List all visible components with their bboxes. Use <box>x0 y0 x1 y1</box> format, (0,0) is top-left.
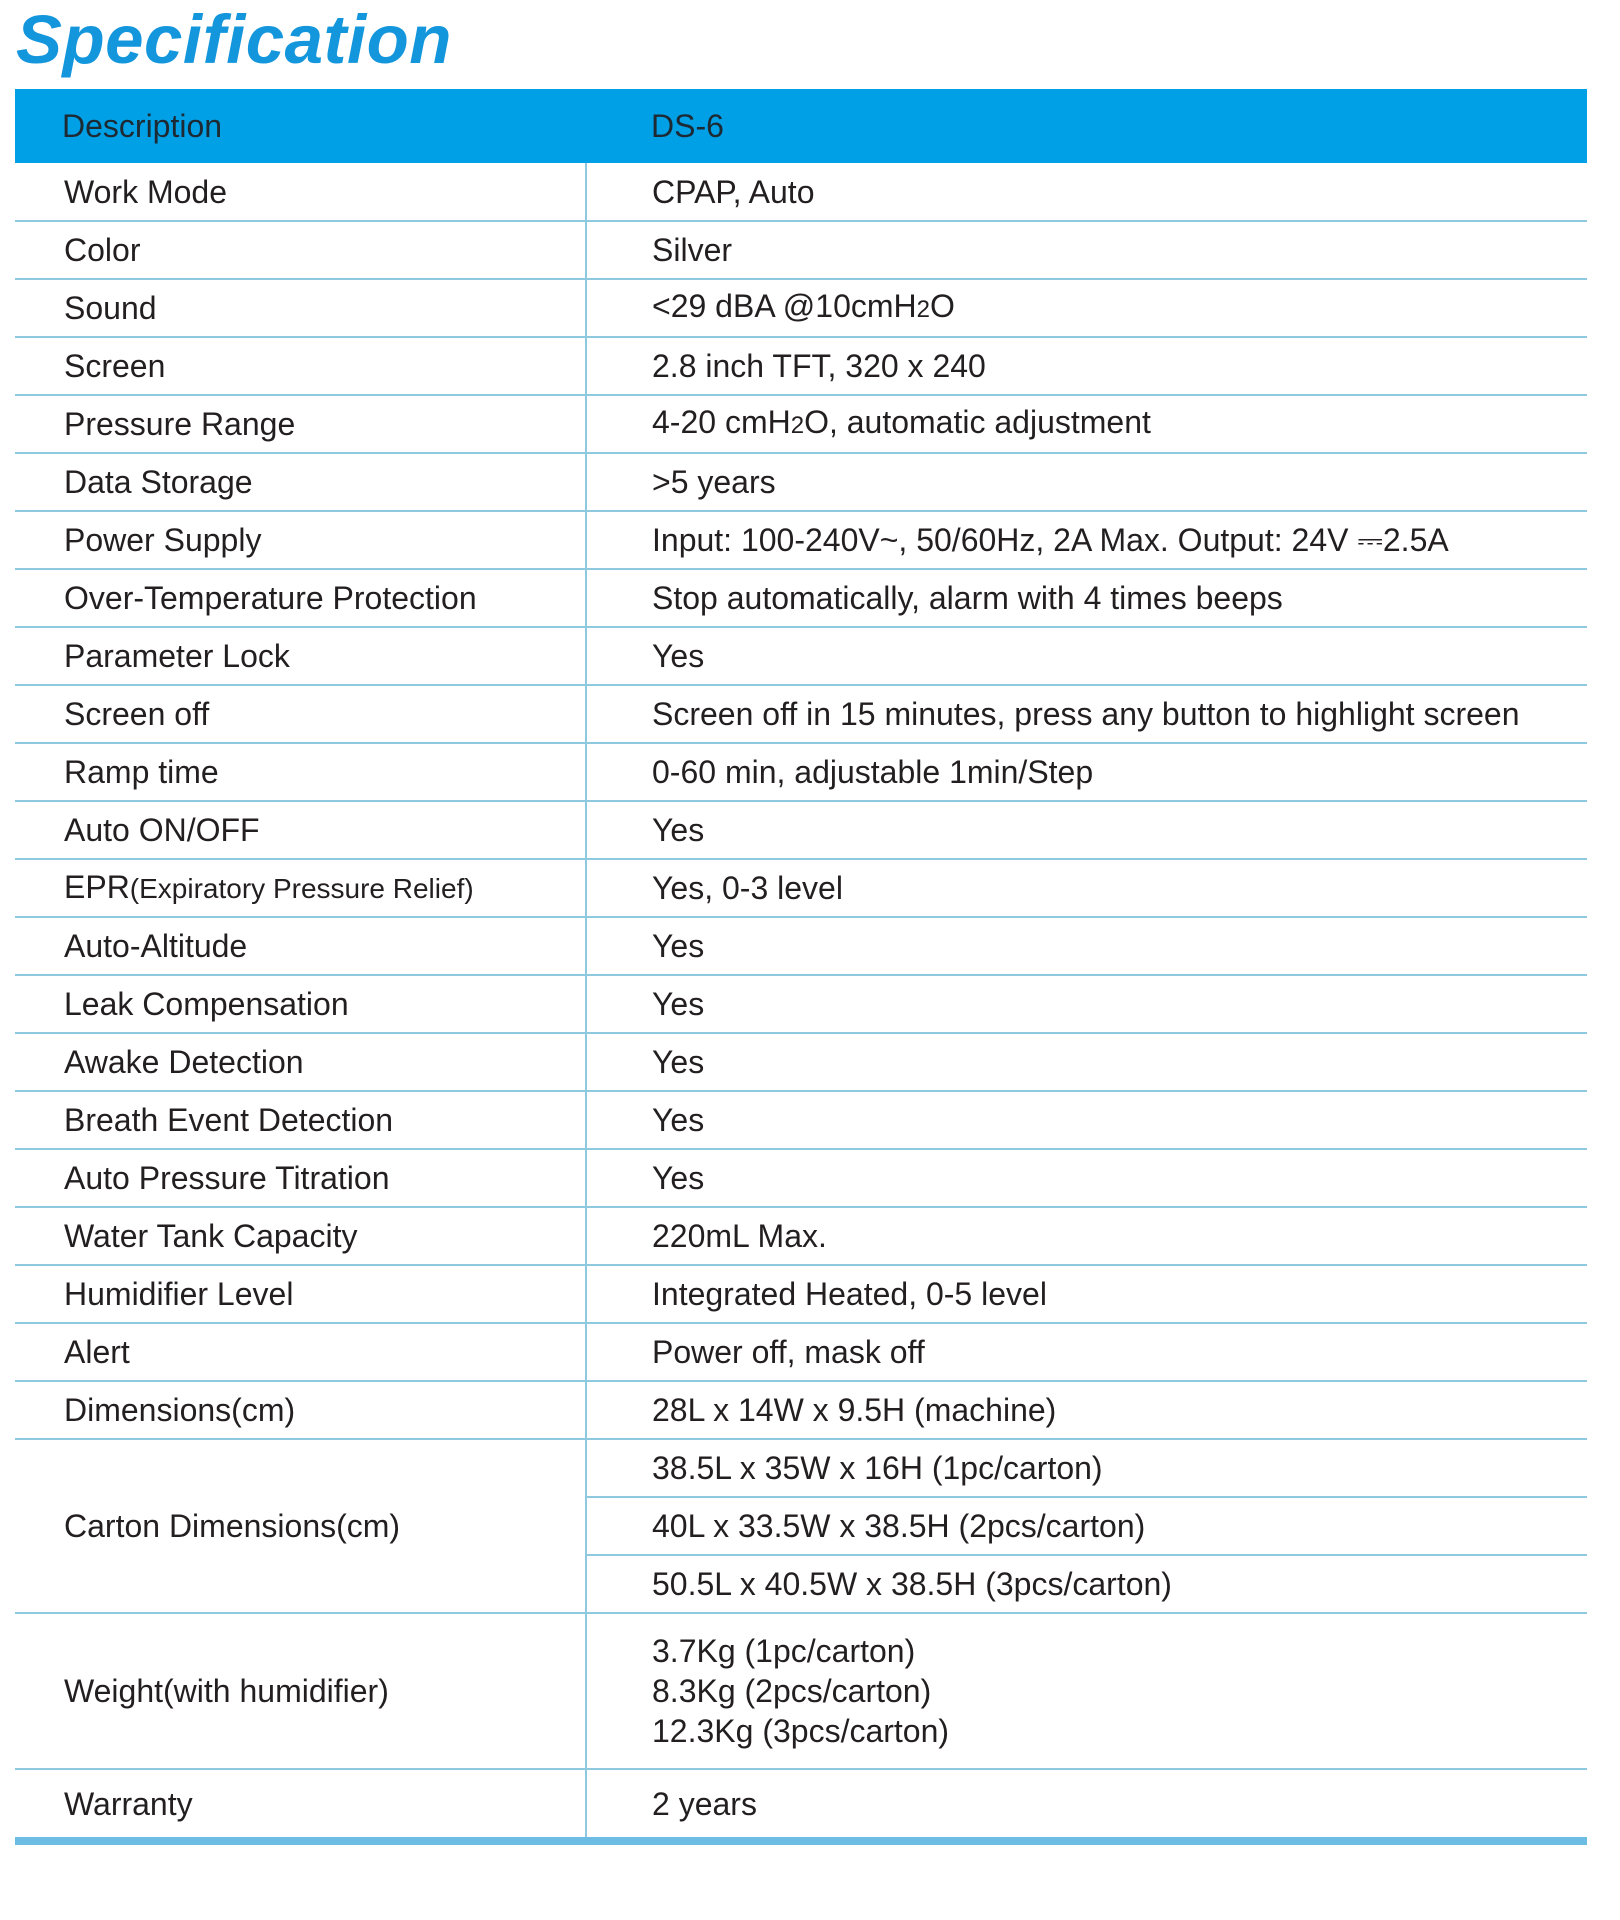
carton-value: 40L x 33.5W x 38.5H (2pcs/carton) <box>586 1497 1587 1555</box>
row-value: CPAP, Auto <box>586 163 1587 221</box>
row-label: Humidifier Level <box>15 1265 586 1323</box>
row-value: 4-20 cmH2O, automatic adjustment <box>586 395 1587 453</box>
subscript-2: 2 <box>916 296 930 323</box>
table-row <box>15 801 1587 859</box>
table-row <box>15 1323 1587 1381</box>
row-label: Pressure Range <box>15 395 586 453</box>
table-row <box>15 511 1587 569</box>
row-value: 2.8 inch TFT, 320 x 240 <box>586 337 1587 395</box>
row-value: Yes <box>586 1149 1587 1207</box>
row-value: >5 years <box>586 453 1587 511</box>
row-label: Auto ON/OFF <box>15 801 586 859</box>
row-value: Yes, 0-3 level <box>586 859 1587 917</box>
row-value: <29 dBA @10cmH2O <box>586 279 1587 337</box>
carton-label: Carton Dimensions(cm) <box>15 1439 586 1613</box>
row-value: Silver <box>586 221 1587 279</box>
row-value: Yes <box>586 627 1587 685</box>
row-label: Alert <box>15 1323 586 1381</box>
row-label-main: EPR <box>64 869 130 905</box>
header-model: DS-6 <box>586 89 1587 163</box>
row-label: Screen <box>15 337 586 395</box>
table-row <box>15 685 1587 743</box>
row-value: Stop automatically, alarm with 4 times beeps <box>586 569 1587 627</box>
table-row <box>15 569 1587 627</box>
table-row <box>15 1091 1587 1149</box>
row-label: Power Supply <box>15 511 586 569</box>
row-label: Over-Temperature Protection <box>15 569 586 627</box>
table-row <box>15 453 1587 511</box>
table-row <box>15 1207 1587 1265</box>
weight-row <box>15 1613 1587 1769</box>
row-label: Parameter Lock <box>15 627 586 685</box>
row-label-note: (Expiratory Pressure Relief) <box>129 873 474 904</box>
row-value: Yes <box>586 917 1587 975</box>
row-value: Yes <box>586 801 1587 859</box>
row-label: Auto Pressure Titration <box>15 1149 586 1207</box>
page-title: Specification <box>16 1 452 78</box>
table-row <box>15 627 1587 685</box>
table-row <box>15 1381 1587 1439</box>
row-label: Screen off <box>15 685 586 743</box>
row-value: Yes <box>586 1033 1587 1091</box>
row-label-epr <box>15 859 586 917</box>
row-label: Color <box>15 221 586 279</box>
row-value: Integrated Heated, 0-5 level <box>586 1265 1587 1323</box>
weight-values <box>586 1613 1587 1769</box>
row-value: Screen off in 15 minutes, press any button to highlight screen <box>586 685 1587 743</box>
table-row <box>15 917 1587 975</box>
table-row <box>15 1265 1587 1323</box>
row-value: Yes <box>586 1091 1587 1149</box>
table-row <box>15 279 1587 337</box>
spec-table <box>15 89 1587 1845</box>
row-value: 0-60 min, adjustable 1min/Step <box>586 743 1587 801</box>
table-row <box>15 221 1587 279</box>
row-label: Sound <box>15 279 586 337</box>
row-label: Breath Event Detection <box>15 1091 586 1149</box>
table-row <box>15 975 1587 1033</box>
carton-value: 38.5L x 35W x 16H (1pc/carton) <box>586 1439 1587 1497</box>
row-label: Auto-Altitude <box>15 917 586 975</box>
table-row <box>15 743 1587 801</box>
row-label: Awake Detection <box>15 1033 586 1091</box>
table-row <box>15 163 1587 221</box>
header-description: Description <box>15 89 586 163</box>
table-row <box>15 859 1587 917</box>
carton-value: 50.5L x 40.5W x 38.5H (3pcs/carton) <box>586 1555 1587 1613</box>
row-value: 28L x 14W x 9.5H (machine) <box>586 1381 1587 1439</box>
row-value: Yes <box>586 975 1587 1033</box>
row-value: 220mL Max. <box>586 1207 1587 1265</box>
row-label: Ramp time <box>15 743 586 801</box>
row-value: Power off, mask off <box>586 1323 1587 1381</box>
warranty-label: Warranty <box>15 1769 586 1841</box>
weight-label: Weight(with humidifier) <box>15 1613 586 1769</box>
carton-row <box>15 1439 1587 1497</box>
subscript-2: 2 <box>790 412 805 439</box>
row-label: Dimensions(cm) <box>15 1381 586 1439</box>
table-row <box>15 1033 1587 1091</box>
table-row <box>15 1149 1587 1207</box>
row-label: Leak Compensation <box>15 975 586 1033</box>
warranty-value: 2 years <box>586 1769 1587 1841</box>
table-row <box>15 395 1587 453</box>
table-row <box>15 337 1587 395</box>
warranty-row <box>15 1769 1587 1841</box>
weight-value: 12.3Kg (3pcs/carton) <box>652 1713 950 1749</box>
row-label: Work Mode <box>15 163 586 221</box>
row-label: Data Storage <box>15 453 586 511</box>
weight-value: 8.3Kg (2pcs/carton) <box>652 1673 932 1709</box>
table-header-row <box>15 89 1587 163</box>
row-value: Input: 100-240V~, 50/60Hz, 2A Max. Output: 24V ⎓2.5A <box>586 511 1587 569</box>
weight-value: 3.7Kg (1pc/carton) <box>652 1633 916 1669</box>
row-label: Water Tank Capacity <box>15 1207 586 1265</box>
